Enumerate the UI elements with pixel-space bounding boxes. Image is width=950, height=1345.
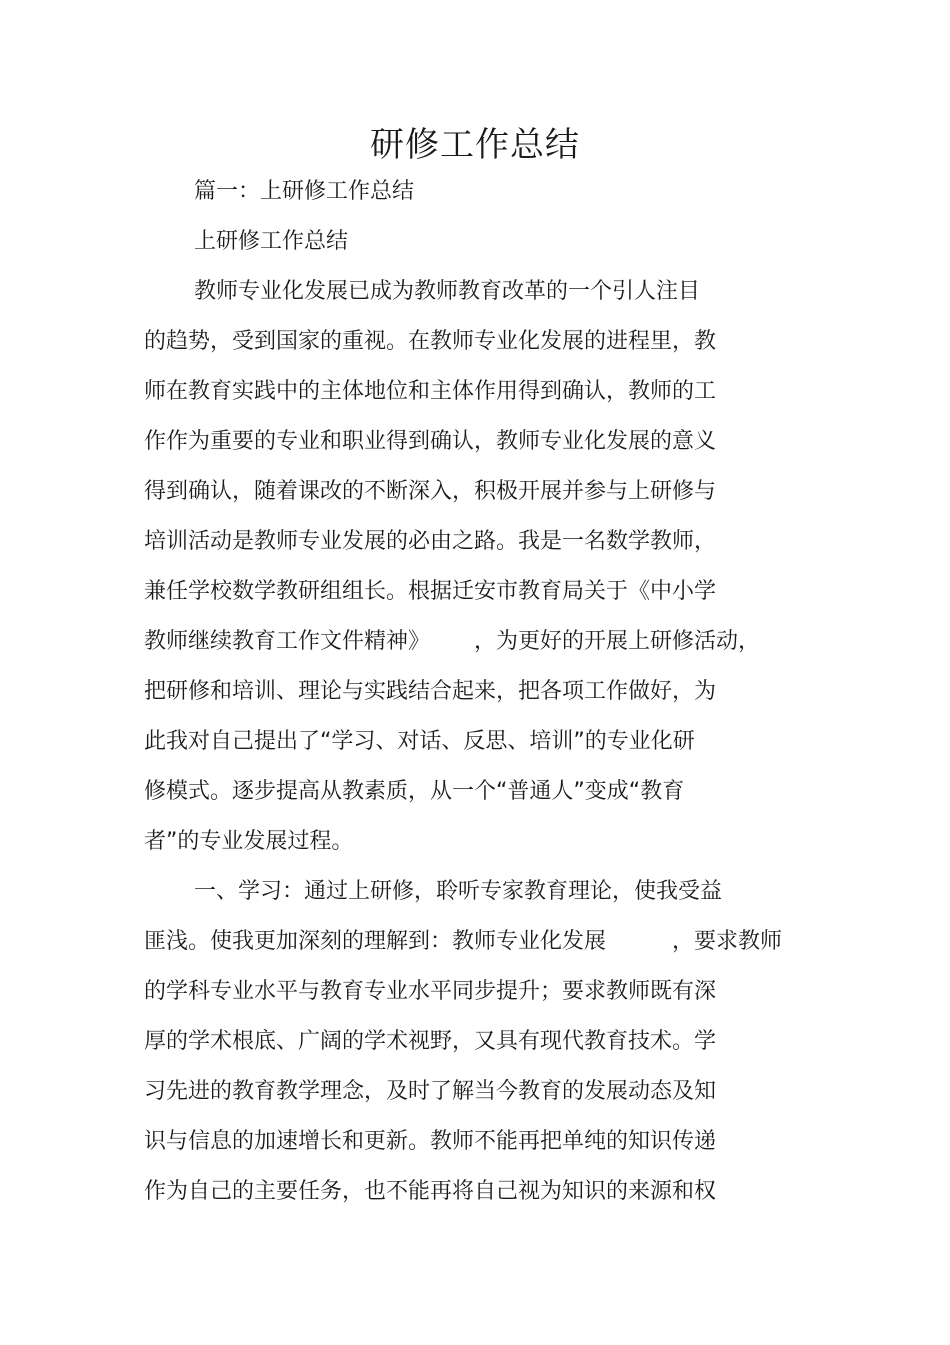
body-line: 得到确认，随着课改的不断深入，积极开展并参与上研修与 xyxy=(144,479,717,504)
body-line: 的学科专业水平与教育专业水平同步提升；要求教师既有深 xyxy=(144,979,717,1004)
body-line: 兼任学校数学教研组组长。根据迁安市教育局关于《中小学 xyxy=(144,579,717,604)
body-line: 者”的专业发展过程。 xyxy=(144,829,354,854)
body-line-part: 教师继续教育工作文件精神》 xyxy=(144,629,431,654)
body-line: 此我对自己提出了“学习、对话、反思、培训”的专业化研 xyxy=(144,729,695,754)
body-line: 教师专业化发展已成为教师教育改革的一个引人注目 xyxy=(194,279,701,304)
sub-heading: 上研修工作总结 xyxy=(194,229,349,254)
body-line-part: ，要求教师 xyxy=(672,929,783,954)
body-line: 把研修和培训、理论与实践结合起来，把各项工作做好，为 xyxy=(144,679,717,704)
body-line xyxy=(144,927,782,957)
body-line: 的趋势，受到国家的重视。在教师专业化发展的进程里，教 xyxy=(144,329,717,354)
body-line: 厚的学术根底、广阔的学术视野，又具有现代教育技术。学 xyxy=(144,1029,717,1054)
body-line-part: 匪浅。使我更加深刻的理解到：教师专业化发展 xyxy=(144,929,607,954)
body-line: 习先进的教育教学理念，及时了解当今教育的发展动态及知 xyxy=(144,1079,717,1104)
section-heading: 篇一：上研修工作总结 xyxy=(194,179,415,204)
body-line: 一、学习：通过上研修，聆听专家教育理论，使我受益 xyxy=(194,879,723,904)
body-line xyxy=(144,627,760,657)
body-line: 作作为重要的专业和职业得到确认，教师专业化发展的意义 xyxy=(144,429,717,454)
body-line: 作为自己的主要任务，也不能再将自己视为知识的来源和权 xyxy=(144,1179,717,1204)
body-line-part: ，为更好的开展上研修活动， xyxy=(474,629,761,654)
body-line: 培训活动是教师专业发展的必由之路。我是一名数学教师， xyxy=(144,529,717,554)
document-title: 研修工作总结 xyxy=(370,125,580,165)
body-line: 师在教育实践中的主体地位和主体作用得到确认，教师的工 xyxy=(144,379,717,404)
body-line: 识与信息的加速增长和更新。教师不能再把单纯的知识传递 xyxy=(144,1129,717,1154)
body-line: 修模式。逐步提高从教素质，从一个“普通人”变成“教育 xyxy=(144,779,685,804)
